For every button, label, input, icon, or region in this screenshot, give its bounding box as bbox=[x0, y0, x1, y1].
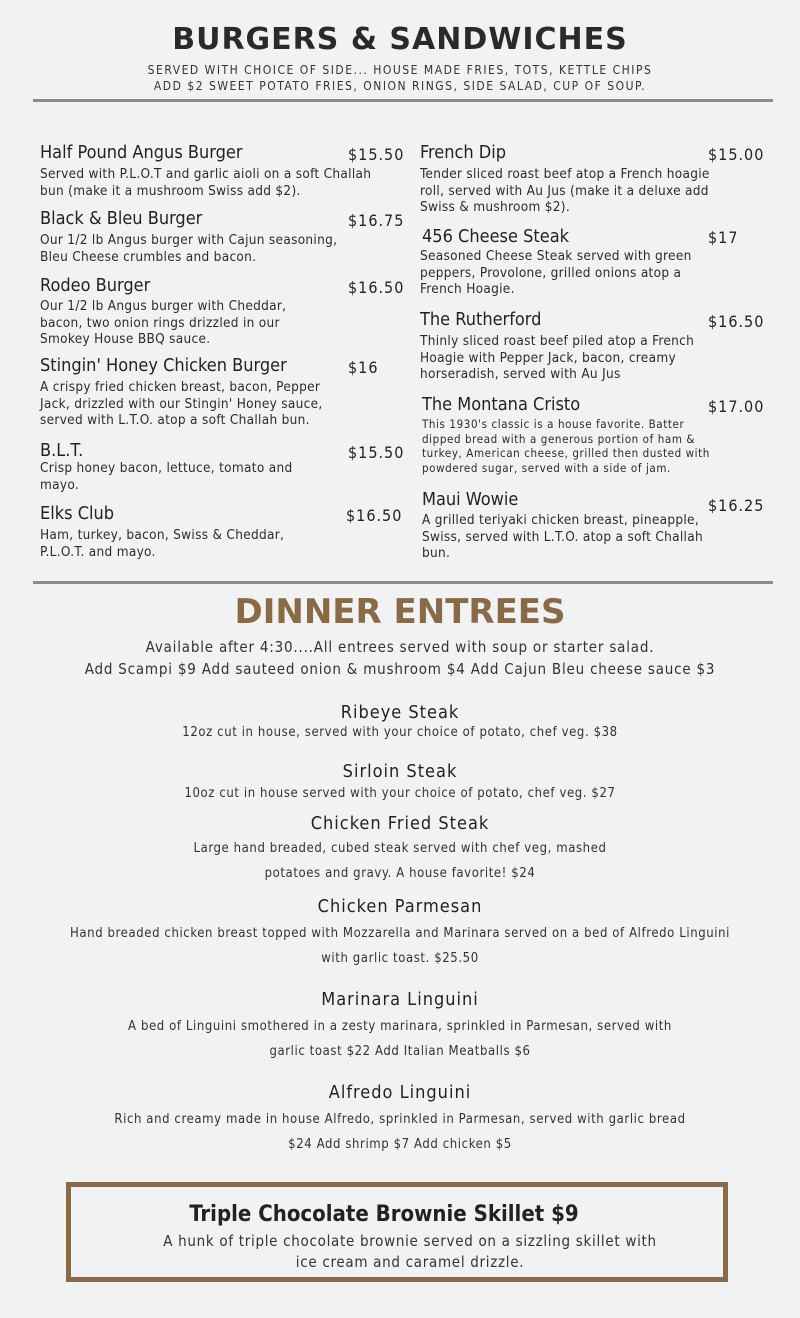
entree-name: Marinara Linguini bbox=[321, 989, 479, 1010]
menu-item-name: B.L.T. bbox=[40, 440, 84, 461]
menu-item-price: $17 bbox=[708, 228, 739, 247]
menu-item-name: French Dip bbox=[420, 142, 507, 163]
entree-description: 10oz cut in house served with your choice of potato, chef veg. $27 bbox=[184, 786, 616, 801]
entree-name: Chicken Parmesan bbox=[317, 896, 483, 917]
menu-item-description: This 1930's classic is a house favorite. Batter dipped bread with a generous portion of ham & turkey, American cheese, grilled then dusted with powdered sugar, served with a side of jam. bbox=[422, 417, 710, 475]
section-divider bbox=[33, 581, 773, 584]
entree-name: Alfredo Linguini bbox=[328, 1082, 472, 1103]
entree-description: Hand breaded chicken breast topped with Mozzarella and Marinara served on a bed of Alfredo Linguini bbox=[70, 926, 730, 941]
menu-item-description: Served with P.L.O.T and garlic aioli on a soft Challah bun (make it a mushroom Swiss add $2). bbox=[40, 166, 372, 199]
menu-item-name: Elks Club bbox=[40, 503, 115, 524]
menu-item-price: $15.50 bbox=[348, 145, 405, 164]
burgers-subtitle-line1: SERVED WITH CHOICE OF SIDE... HOUSE MADE FRIES, TOTS, KETTLE CHIPS bbox=[147, 63, 653, 77]
menu-item-price: $16.75 bbox=[348, 211, 405, 230]
menu-item-description: Ham, turkey, bacon, Swiss & Cheddar, P.L.O.T. and mayo. bbox=[40, 527, 285, 560]
burgers-subtitle-line2: ADD $2 SWEET POTATO FRIES, ONION RINGS, SIDE SALAD, CUP OF SOUP. bbox=[153, 79, 647, 93]
entree-description: Large hand breaded, cubed steak served with chef veg, mashed bbox=[193, 841, 607, 856]
menu-item-price: $15.00 bbox=[708, 145, 765, 164]
dessert-description: A hunk of triple chocolate brownie served on a sizzling skillet with bbox=[163, 1232, 657, 1250]
menu-item-name: The Montana Cristo bbox=[422, 394, 581, 415]
entree-description: A bed of Linguini smothered in a zesty marinara, sprinkled in Parmesan, served with bbox=[128, 1019, 672, 1034]
section-divider bbox=[33, 99, 773, 102]
menu-item-description: Thinly sliced roast beef piled atop a French Hoagie with Pepper Jack, bacon, creamy horseradish, served with Au Jus bbox=[420, 333, 695, 382]
menu-item-price: $15.50 bbox=[348, 443, 405, 462]
entree-description: 12oz cut in house, served with your choice of potato, chef veg. $38 bbox=[182, 725, 618, 740]
menu-item-price: $17.00 bbox=[708, 397, 765, 416]
menu-item-description: Our 1/2 lb Angus burger with Cheddar, bacon, two onion rings drizzled in our Smokey House BBQ sauce. bbox=[40, 298, 287, 347]
menu-item-name: Stingin' Honey Chicken Burger bbox=[40, 355, 287, 376]
dinner-intro-line1: Available after 4:30....All entrees served with soup or starter salad. bbox=[145, 638, 655, 656]
menu-item-name: Maui Wowie bbox=[422, 489, 519, 510]
dinner-intro-line2: Add Scampi $9 Add sauteed onion & mushroom $4 Add Cajun Bleu cheese sauce $3 bbox=[84, 660, 716, 678]
entree-description: with garlic toast. $25.50 bbox=[321, 951, 479, 966]
menu-item-price: $16 bbox=[348, 358, 379, 377]
entree-name: Ribeye Steak bbox=[340, 702, 460, 723]
menu-item-description: A crispy fried chicken breast, bacon, Pepper Jack, drizzled with our Stingin' Honey sauce, served with L.T.O. atop a soft Challah bun. bbox=[40, 379, 323, 428]
dessert-description: ice cream and caramel drizzle. bbox=[295, 1253, 525, 1271]
entree-name: Sirloin Steak bbox=[342, 761, 458, 782]
entree-description: potatoes and gravy. A house favorite! $24 bbox=[264, 866, 536, 881]
menu-item-name: Black & Bleu Burger bbox=[40, 208, 203, 229]
menu-item-description: Tender sliced roast beef atop a French hoagie roll, served with Au Jus (make it a deluxe add Swiss & mushroom $2). bbox=[420, 166, 710, 215]
menu-item-price: $16.25 bbox=[708, 496, 765, 515]
menu-item-description: Seasoned Cheese Steak served with green peppers, Provolone, grilled onions atop a French Hoagie. bbox=[420, 248, 692, 297]
entree-name: Chicken Fried Steak bbox=[310, 813, 490, 834]
menu-item-price: $16.50 bbox=[708, 312, 765, 331]
menu-item-description: Our 1/2 lb Angus burger with Cajun seasoning, Bleu Cheese crumbles and bacon. bbox=[40, 232, 338, 265]
dessert-title: Triple Chocolate Brownie Skillet $9 bbox=[189, 1202, 579, 1227]
entree-description: garlic toast $22 Add Italian Meatballs $6 bbox=[269, 1044, 531, 1059]
menu-item-description: Crisp honey bacon, lettuce, tomato and mayo. bbox=[40, 460, 293, 493]
menu-item-price: $16.50 bbox=[346, 506, 403, 525]
burgers-title: BURGERS & SANDWICHES bbox=[172, 22, 628, 57]
menu-item-name: The Rutherford bbox=[420, 309, 542, 330]
menu-item-name: 456 Cheese Steak bbox=[422, 226, 569, 247]
entree-description: $24 Add shrimp $7 Add chicken $5 bbox=[288, 1137, 512, 1152]
entree-description: Rich and creamy made in house Alfredo, sprinkled in Parmesan, served with garlic bread bbox=[114, 1112, 686, 1127]
menu-item-price: $16.50 bbox=[348, 278, 405, 297]
menu-item-name: Half Pound Angus Burger bbox=[40, 142, 243, 163]
menu-item-description: A grilled teriyaki chicken breast, pineapple, Swiss, served with L.T.O. atop a soft Challah bun. bbox=[422, 512, 703, 561]
dinner-title: DINNER ENTREES bbox=[234, 592, 566, 632]
menu-item-name: Rodeo Burger bbox=[40, 275, 151, 296]
